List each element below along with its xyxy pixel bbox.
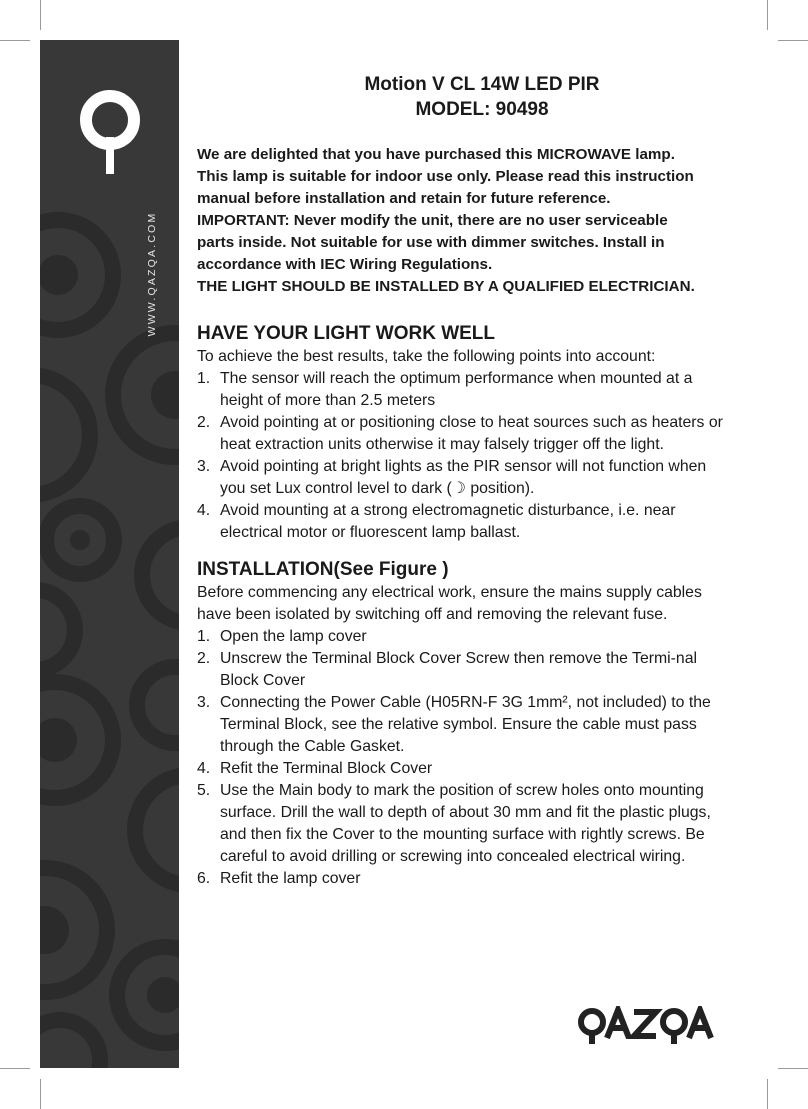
list-text: Refit the Terminal Block Cover: [220, 760, 433, 777]
list-item: [197, 456, 727, 500]
list-text: Open the lamp cover: [220, 628, 367, 645]
list-text: The sensor will reach the optimum performance when mounted at a height of more than 2.5 meters: [220, 370, 693, 409]
intro-notice: [197, 144, 727, 298]
list-number: 5.: [197, 782, 211, 799]
list-number: 2.: [197, 650, 211, 667]
brand-emblem-icon: [86, 96, 134, 174]
list-text: Avoid mounting at a strong electromagnetic disturbance, i.e. near electrical motor or fluorescent lamp ballast.: [220, 502, 676, 541]
crop-mark: [0, 40, 30, 41]
list-number: 4.: [197, 502, 211, 519]
list-number: 2.: [197, 414, 211, 431]
list-item: [197, 692, 727, 758]
crop-mark: [40, 0, 41, 30]
brand-sidebar: [40, 40, 179, 1068]
list-item: [197, 412, 727, 456]
list-number: 1.: [197, 628, 211, 645]
page-title: [197, 72, 727, 122]
intro-line: accordance with IEC Wiring Regulations.: [197, 256, 493, 273]
list-item: [197, 758, 727, 780]
intro-line: This lamp is suitable for indoor use only. Please read this instruction: [197, 168, 694, 185]
work-well-list: [197, 368, 727, 544]
qazqa-logo: [577, 1006, 717, 1046]
installation-steps: [197, 626, 727, 890]
list-text: Refit the lamp cover: [220, 870, 361, 887]
list-number: 4.: [197, 760, 211, 777]
list-text: Avoid pointing at bright lights as the PIR sensor will not function when you set Lux control level to dark (☽ position).: [220, 458, 707, 497]
section-heading-installation: INSTALLATION(See Figure ): [197, 559, 449, 580]
list-text: Use the Main body to mark the position of screw holes onto mounting surface. Drill the wall to depth of about 30 mm and fit the plastic plugs, and then fix the Cover to the mounting surface with rightly screws. Be careful to avoid drilling or screwing into concealed electrical wiring.: [220, 782, 711, 865]
list-number: 3.: [197, 458, 211, 475]
section-lead: Before commencing any electrical work, ensure the mains supply cables have been isolated by switching off and removing the relevant fuse.: [197, 584, 702, 623]
list-number: 6.: [197, 870, 211, 887]
list-item: [197, 626, 727, 648]
list-text: Unscrew the Terminal Block Cover Screw then remove the Termi-nal Block Cover: [220, 650, 698, 689]
crop-mark: [778, 40, 808, 41]
list-text: Avoid pointing at or positioning close to heat sources such as heaters or heat extraction units otherwise it may falsely trigger off the light.: [220, 414, 723, 453]
list-number: 3.: [197, 694, 211, 711]
intro-line: IMPORTANT: Never modify the unit, there are no user serviceable: [197, 212, 668, 229]
crop-mark: [767, 1079, 768, 1109]
list-text: Connecting the Power Cable (H05RN-F 3G 1mm², not included) to the Terminal Block, see the relative symbol. Ensure the cable must pass through the Cable Gasket.: [220, 694, 711, 755]
list-item: [197, 868, 727, 890]
list-item: [197, 648, 727, 692]
crop-mark: [767, 0, 768, 30]
crop-mark: [0, 1068, 30, 1069]
list-item: [197, 780, 727, 868]
crop-mark: [40, 1079, 41, 1109]
circle-pattern: [40, 40, 179, 1068]
model-number: MODEL: 90498: [415, 99, 549, 120]
list-number: 1.: [197, 370, 211, 387]
product-name: Motion V CL 14W LED PIR: [364, 74, 600, 95]
intro-line: parts inside. Not suitable for use with dimmer switches. Install in: [197, 234, 665, 251]
section-lead: To achieve the best results, take the following points into account:: [197, 348, 656, 365]
intro-line: THE LIGHT SHOULD BE INSTALLED BY A QUALIFIED ELECTRICIAN.: [197, 278, 695, 295]
crop-mark: [778, 1068, 808, 1069]
list-item: [197, 500, 727, 544]
document-body: [197, 72, 727, 890]
website-url: WWW.QAZQA.COM: [146, 211, 158, 337]
list-item: [197, 368, 727, 412]
intro-line: manual before installation and retain for future reference.: [197, 190, 611, 207]
intro-line: We are delighted that you have purchased this MICROWAVE lamp.: [197, 146, 675, 163]
section-heading-work-well: HAVE YOUR LIGHT WORK WELL: [197, 323, 496, 344]
